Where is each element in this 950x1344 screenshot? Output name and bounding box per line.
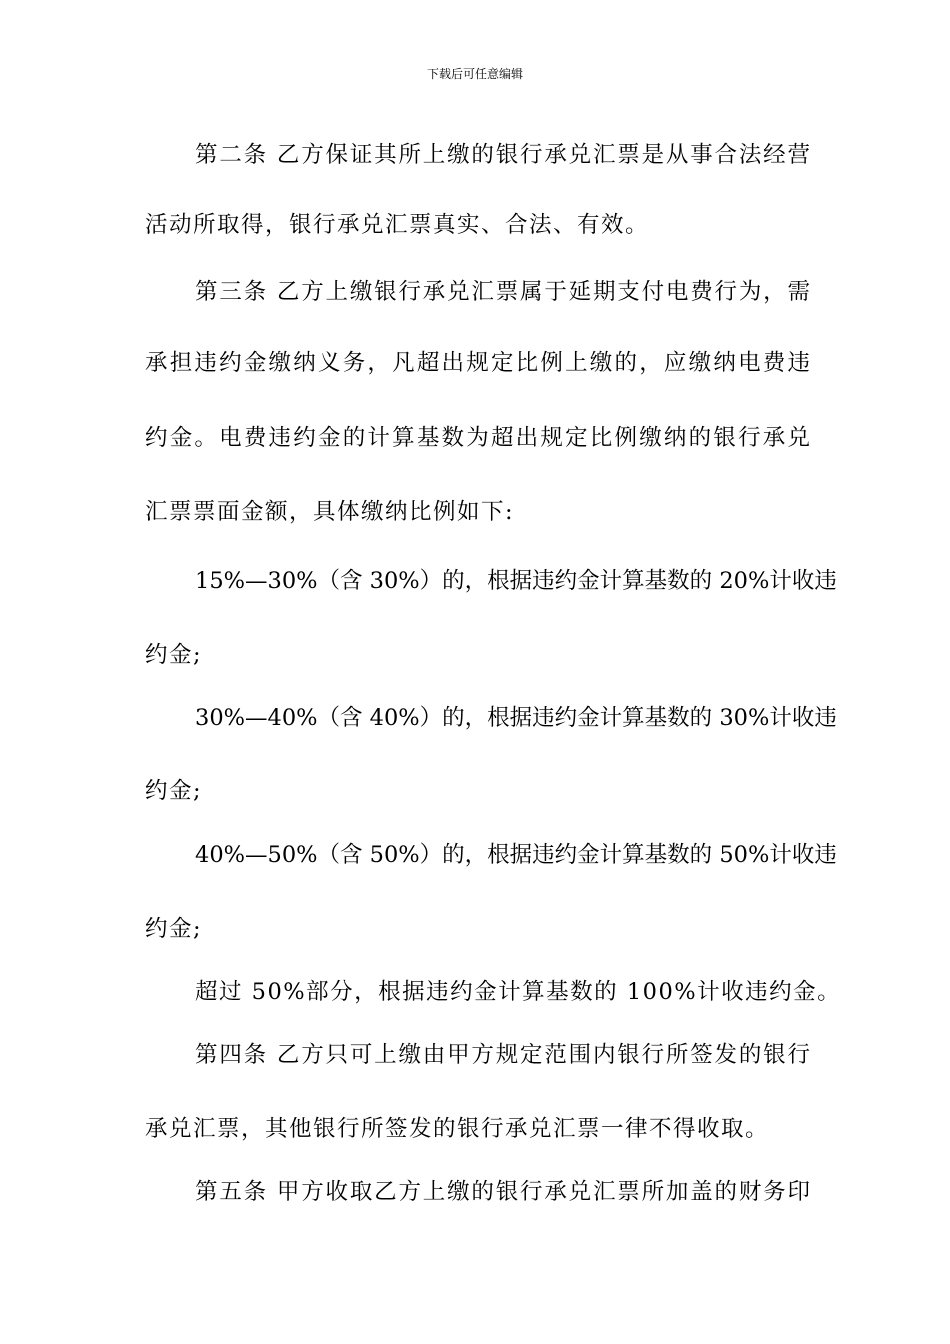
- article-3-line-3: 约金。电费违约金的计算基数为超出规定比例缴纳的银行承兑: [145, 425, 810, 451]
- article-3-line-4: 汇票票面金额，具体缴纳比例如下:: [145, 499, 515, 525]
- article-2-line-1: 第二条 乙方保证其所上缴的银行承兑汇票是从事合法经营: [195, 142, 810, 168]
- article-4-line-1: 第四条 乙方只可上缴由甲方规定范围内银行所签发的银行: [195, 1042, 810, 1068]
- rate-1-line-1: 15%—30%（含 30%）的，根据违约金计算基数的 20%计收违: [195, 568, 837, 594]
- rate-1-line-2: 约金;: [145, 642, 203, 668]
- rate-4-line-1: 超过 50%部分，根据违约金计算基数的 100%计收违约金。: [195, 979, 842, 1005]
- rate-2-line-1: 30%—40%（含 40%）的，根据违约金计算基数的 30%计收违: [195, 705, 837, 731]
- rate-3-line-2: 约金;: [145, 916, 203, 942]
- article-3-line-1: 第三条 乙方上缴银行承兑汇票属于延期支付电费行为，需: [195, 279, 810, 305]
- article-5-line-1: 第五条 甲方收取乙方上缴的银行承兑汇票所加盖的财务印: [195, 1179, 810, 1205]
- article-3-line-2: 承担违约金缴纳义务，凡超出规定比例上缴的，应缴纳电费违: [145, 350, 810, 376]
- article-2-line-2: 活动所取得，银行承兑汇票真实、合法、有效。: [145, 212, 650, 238]
- rate-3-line-1: 40%—50%（含 50%）的，根据违约金计算基数的 50%计收违: [195, 842, 837, 868]
- page-header-note: 下载后可任意编辑: [426, 67, 523, 81]
- article-4-line-2: 承兑汇票，其他银行所签发的银行承兑汇票一律不得收取。: [145, 1116, 770, 1142]
- rate-2-line-2: 约金;: [145, 778, 203, 804]
